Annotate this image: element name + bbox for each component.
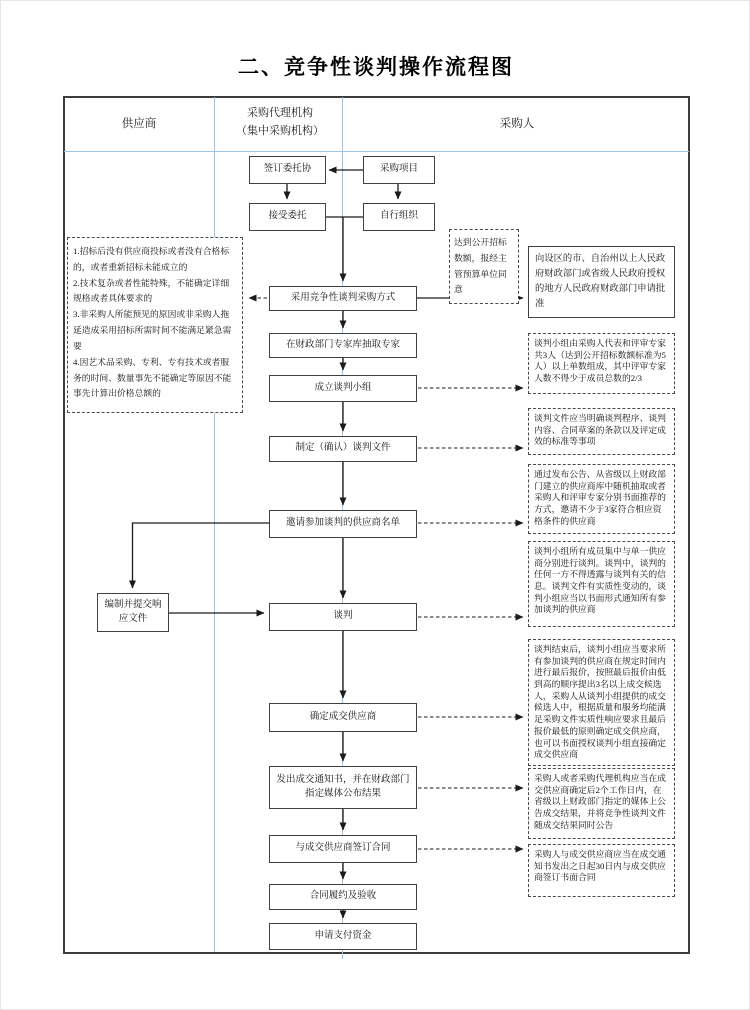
flow-node-apply-approval: 向设区的市、自治州以上人民政府财政部门或省级人民政府授权的地方人民政府财政部门申请批准 [528, 246, 675, 318]
note-docs: 谈判文件应当明确谈判程序、谈判内容、合同草案的条款以及评定成效的标准等事项 [528, 408, 675, 455]
flow-node-self-organize: 自行组织 [363, 203, 435, 231]
flow-node-fulfill-accept: 合同履约及验收 [269, 884, 417, 910]
note-condition-item: 1.招标后没有供应商投标或者没有合格标的，或者重新招标未能成立的 [73, 246, 230, 272]
note-condition-item: 2.技术复杂或者性能特殊，不能确定详细规格或者具体要求的 [73, 277, 230, 304]
flow-node-sign-contract: 与成交供应商签订合同 [269, 835, 417, 863]
note-condition-item: 3.非采购人所能预见的原因或非采购人拖延造成采用招标所需时间不能满足紧急需要 [73, 309, 232, 351]
note-threshold: 达到公开招标数额，报经主管预算单位同意 [449, 229, 519, 304]
lane-header-purchaser: 采购人 [499, 118, 535, 130]
lane-header-agency [217, 105, 343, 140]
note-negotiation-conditions [67, 237, 243, 413]
flow-node-apply-payment: 申请支付资金 [269, 923, 417, 950]
flow-node-determine-supplier: 确定成交供应商 [269, 703, 417, 732]
page-title: 二、竞争性谈判操作流程图 [238, 55, 514, 79]
lane-header-agency-line1: 采购代理机构 [247, 107, 313, 119]
lane-header-supplier: 供应商 [121, 118, 157, 130]
flow-node-invite-list: 邀请参加谈判的供应商名单 [269, 510, 417, 538]
flow-node-issue-notice: 发出成交通知书，并在财政部门指定媒体公布结果 [269, 766, 417, 809]
note-contract: 采购人与成交供应商应当在成交通知书发出之日起30日内与成交供应商签订书面合同 [528, 844, 675, 897]
note-negotiate: 谈判小组所有成员集中与单一供应商分别进行谈判。谈判中，谈判的任何一方不得透露与谈判有关的信息。谈判文件有实质性变动的，谈判小组应当以书面形式通知所有参加谈判的供应商 [528, 541, 675, 627]
note-determine: 谈判结束后，谈判小组应当要求所有参加谈判的供应商在规定时间内进行最后报价，按照最后报价由低到高的顺序提出3名以上成交候选人，采购人从谈判小组提供的成交候选人中，根据质量和服务均能满足采购文件实质性响应要求且最后报价最低的原则确定成交供应商，也可以书面授权谈判小组直接确定成交供应商 [528, 639, 675, 766]
lane-header-agency-line2: （集中采购机构） [236, 124, 324, 137]
flow-node-form-team: 成立谈判小组 [269, 375, 417, 402]
flow-node-negotiate: 谈判 [269, 603, 417, 631]
flow-node-adopt-method: 采用竞争性谈判采购方式 [269, 286, 417, 311]
flow-node-prepare-docs: 制定（确认）谈判文件 [269, 436, 417, 462]
lane-divider-1 [214, 97, 215, 952]
note-team: 谈判小组由采购人代表和评审专家共3人（达到公开招标数额标准为5人）以上单数组成，其中评审专家人数不得少于成员总数的2/3 [528, 333, 675, 394]
flow-node-sign-agreement: 签订委托协 [249, 156, 326, 184]
flow-node-prepare-response: 编制并提交响应文件 [97, 593, 169, 632]
header-divider [64, 151, 689, 152]
note-invite: 通过发布公告、从省级以上财政部门建立的供应商库中随机抽取或者采购人和评审专家分别书面推荐的方式，邀请不少于3家符合相应资格条件的供应商 [528, 464, 675, 534]
note-notice: 采购人或者采购代理机构应当在成交供应商确定后2个工作日内，在省级以上财政部门指定的媒体上公告成交结果，并将竞争性谈判文件随成交结果同时公告 [528, 768, 675, 839]
flow-node-draw-experts: 在财政部门专家库抽取专家 [269, 333, 417, 358]
flow-node-accept-entrustment: 接受委托 [249, 203, 326, 231]
flow-node-procurement-project: 采购项目 [363, 156, 435, 184]
note-condition-item: 4.因艺术品采购、专利、专有技术或者服务的时间、数量事先不能确定等原因不能事先计算出价格总额的 [73, 356, 232, 399]
